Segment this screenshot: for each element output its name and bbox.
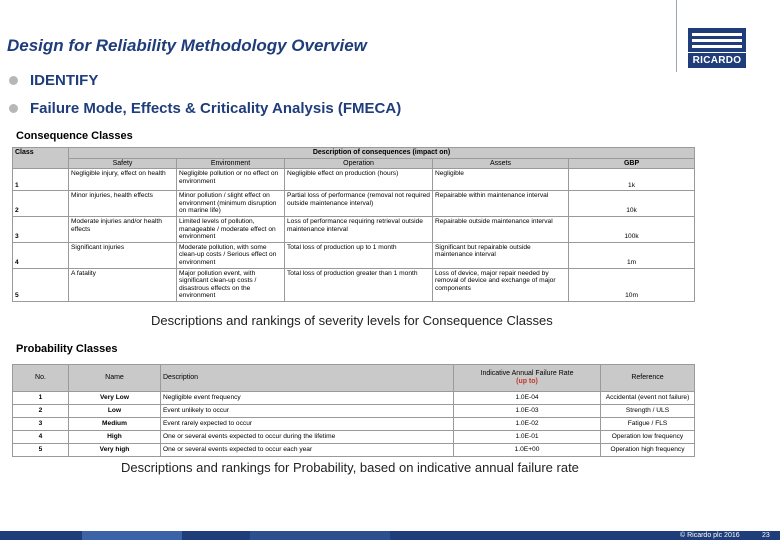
- table-cell: 1.0E-03: [454, 405, 601, 418]
- table-cell: Accidental (event not failure): [601, 392, 695, 405]
- column-header: [454, 365, 601, 392]
- table-cell: 3: [13, 418, 69, 431]
- table-cell: 1.0E-02: [454, 418, 601, 431]
- footer-copyright: © Ricardo plc 2016: [680, 532, 740, 539]
- group-header: Description of consequences (impact on): [69, 148, 695, 159]
- table-row: [13, 431, 695, 444]
- column-header: Safety: [69, 158, 177, 169]
- table-row: [13, 268, 695, 301]
- bullet-text: IDENTIFY: [30, 71, 99, 89]
- table-row: [13, 418, 695, 431]
- table-cell: Loss of performance requiring retrieval outside maintenance interval: [285, 216, 433, 242]
- table-cell: 4: [13, 242, 69, 268]
- table-cell: 5: [13, 444, 69, 457]
- table-cell: 4: [13, 431, 69, 444]
- table-cell: Negligible: [433, 169, 569, 191]
- ricardo-logo: [688, 28, 746, 70]
- table-cell: Negligible pollution or no effect on environment: [177, 169, 285, 191]
- table-cell: Minor injuries, health effects: [69, 191, 177, 217]
- table-cell: A fatality: [69, 268, 177, 301]
- table-cell: 1.0E+00: [454, 444, 601, 457]
- table-cell: Very Low: [69, 392, 161, 405]
- column-header: Environment: [177, 158, 285, 169]
- table-cell: 1m: [569, 242, 695, 268]
- table-cell: Repairable outside maintenance interval: [433, 216, 569, 242]
- consequence-caption: Descriptions and rankings of severity levels for Consequence Classes: [151, 313, 553, 328]
- page-title: Design for Reliability Methodology Overview: [7, 36, 367, 55]
- column-header: Name: [69, 365, 161, 392]
- table-cell: Negligible event frequency: [161, 392, 454, 405]
- bullet-item: [9, 66, 401, 94]
- table-cell: 2: [13, 405, 69, 418]
- table-cell: High: [69, 431, 161, 444]
- table-cell: Event rarely expected to occur: [161, 418, 454, 431]
- table-cell: 100k: [569, 216, 695, 242]
- logo-wordmark: RICARDO: [688, 53, 746, 68]
- table-cell: 1.0E-01: [454, 431, 601, 444]
- column-header: Class: [13, 148, 69, 169]
- table-cell: Partial loss of performance (removal not required outside maintenance interval): [285, 191, 433, 217]
- column-header: GBP: [569, 158, 695, 169]
- table-cell: 10m: [569, 268, 695, 301]
- column-header: Description: [161, 365, 454, 392]
- table-cell: 1: [13, 169, 69, 191]
- table-cell: 3: [13, 216, 69, 242]
- table-row: [13, 444, 695, 457]
- table-cell: Total loss of production greater than 1 month: [285, 268, 433, 301]
- table-cell: Low: [69, 405, 161, 418]
- rate-header-sub: (up to): [516, 378, 538, 385]
- table-row: [13, 169, 695, 191]
- table-cell: Total loss of production up to 1 month: [285, 242, 433, 268]
- table-cell: 1.0E-04: [454, 392, 601, 405]
- table-cell: Negligible injury, effect on health: [69, 169, 177, 191]
- table-cell: 10k: [569, 191, 695, 217]
- column-header: Reference: [601, 365, 695, 392]
- table-cell: 5: [13, 268, 69, 301]
- table-cell: Limited levels of pollution, manageable / moderate effect on environment: [177, 216, 285, 242]
- footer-page-number: 23: [762, 532, 770, 539]
- probability-section-label: Probability Classes: [16, 343, 118, 355]
- table-cell: 1k: [569, 169, 695, 191]
- table-cell: Operation high frequency: [601, 444, 695, 457]
- table-cell: Negligible effect on production (hours): [285, 169, 433, 191]
- table-cell: Moderate injuries and/or health effects: [69, 216, 177, 242]
- footer-accent: [250, 531, 390, 540]
- table-cell: Strength / ULS: [601, 405, 695, 418]
- column-header: Operation: [285, 158, 433, 169]
- table-cell: Significant but repairable outside maintenance interval: [433, 242, 569, 268]
- table-cell: Operation low frequency: [601, 431, 695, 444]
- table-cell: Major pollution event, with significant clean-up costs / disastrous effects on the environment: [177, 268, 285, 301]
- bullet-list: [9, 66, 401, 122]
- table-cell: Loss of device, major repair needed by removal of device and exchange of major components: [433, 268, 569, 301]
- bullet-dot-icon: [9, 104, 18, 113]
- consequence-table: [12, 147, 695, 302]
- table-cell: Very high: [69, 444, 161, 457]
- logo-mark-icon: [688, 28, 746, 52]
- table-row: [13, 191, 695, 217]
- table-row: [13, 405, 695, 418]
- table-cell: Medium: [69, 418, 161, 431]
- table-cell: One or several events expected to occur during the lifetime: [161, 431, 454, 444]
- table-cell: Fatigue / FLS: [601, 418, 695, 431]
- table-cell: One or several events expected to occur each year: [161, 444, 454, 457]
- bullet-text: Failure Mode, Effects & Criticality Analysis (FMECA): [30, 99, 402, 117]
- table-cell: Significant injuries: [69, 242, 177, 268]
- table-cell: Minor pollution / slight effect on environment (minimum disruption on marine life): [177, 191, 285, 217]
- table-cell: Event unlikely to occur: [161, 405, 454, 418]
- table-row: [13, 392, 695, 405]
- table-row: [13, 216, 695, 242]
- column-header: Assets: [433, 158, 569, 169]
- table-cell: Moderate pollution, with some clean-up costs / Serious effect on environment: [177, 242, 285, 268]
- logo-divider: [676, 0, 677, 72]
- table-row: [13, 242, 695, 268]
- table-cell: 2: [13, 191, 69, 217]
- probability-caption: Descriptions and rankings for Probability, based on indicative annual failure rate: [121, 460, 579, 475]
- column-header: No.: [13, 365, 69, 392]
- rate-header-label: Indicative Annual Failure Rate: [480, 370, 574, 378]
- bullet-dot-icon: [9, 76, 18, 85]
- consequence-section-label: Consequence Classes: [16, 130, 133, 142]
- footer-accent: [82, 531, 182, 540]
- probability-table: [12, 364, 695, 457]
- table-cell: Repairable within maintenance interval: [433, 191, 569, 217]
- bullet-item: [9, 94, 401, 122]
- table-cell: 1: [13, 392, 69, 405]
